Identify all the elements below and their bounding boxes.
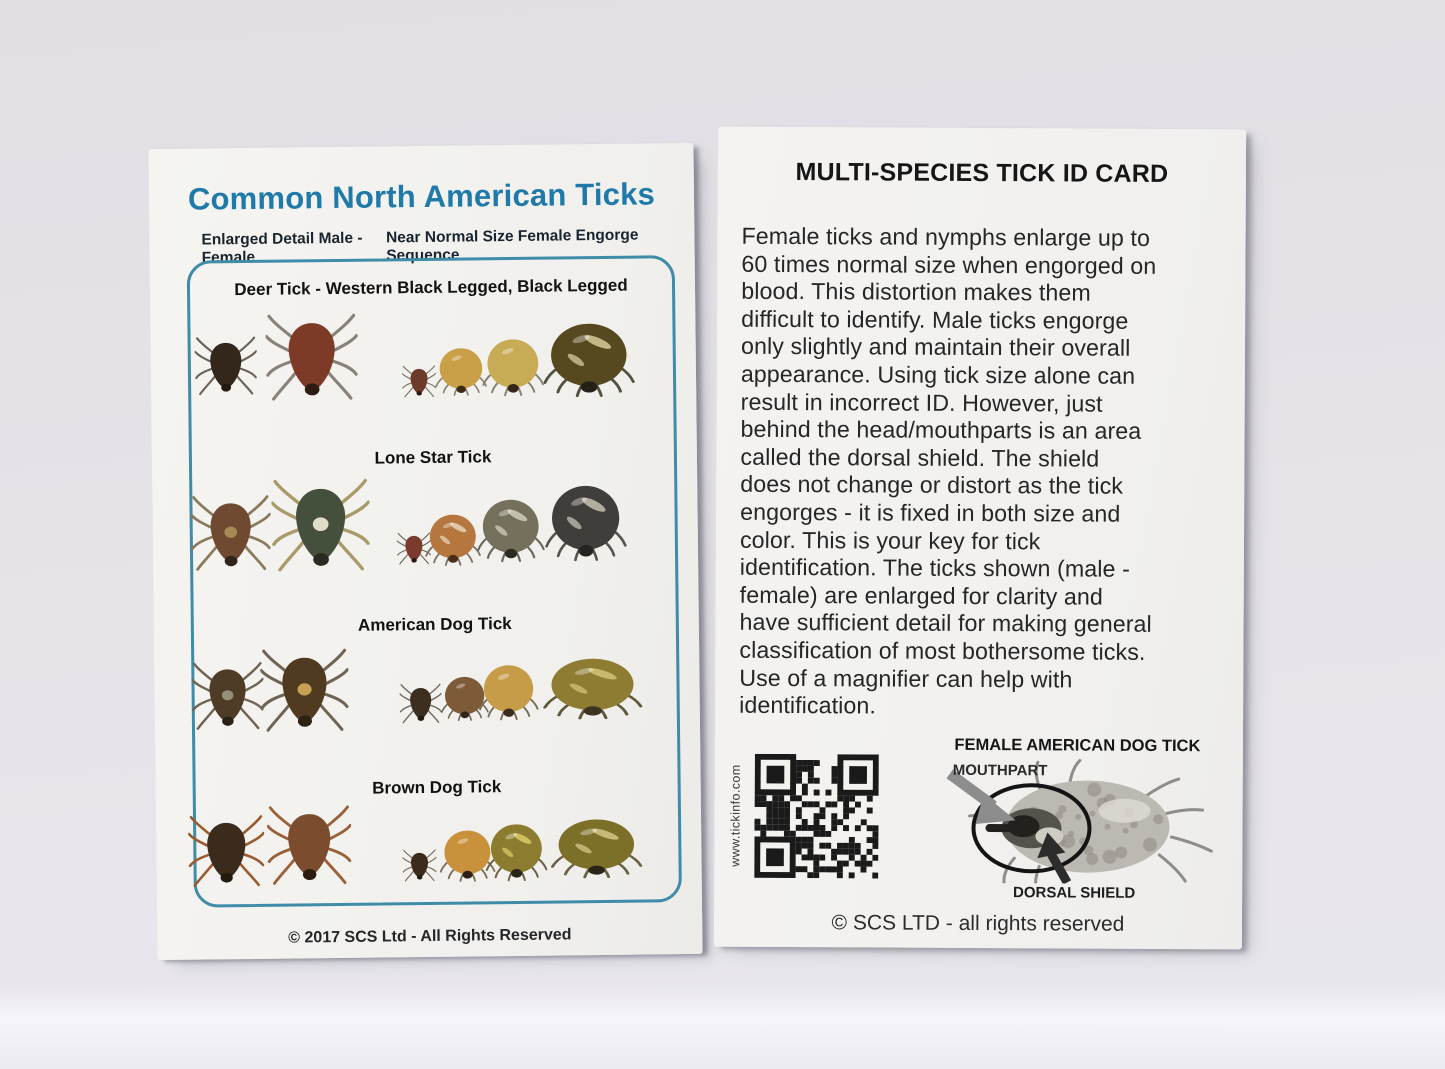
tick-illustration — [425, 510, 482, 567]
qr-code — [754, 754, 879, 879]
tick-illustration — [265, 310, 358, 403]
tick-illustration — [402, 364, 436, 398]
tick-illustration — [482, 335, 545, 398]
tick-figure — [267, 802, 352, 892]
tick-figure — [191, 659, 264, 737]
back-title: MULTI-SPECIES TICK ID CARD — [795, 158, 1169, 188]
tick-illustration — [195, 334, 258, 397]
tick-illustration — [476, 495, 545, 564]
tick-illustration — [485, 820, 548, 883]
tick-illustration — [542, 318, 635, 399]
tick-illustration — [267, 802, 352, 887]
card-title: Common North American Ticks — [187, 176, 656, 217]
tick-illustration — [402, 848, 436, 882]
tick-figure — [478, 661, 539, 727]
species-label: Lone Star Tick — [374, 447, 492, 468]
copyright-front: © 2017 SCS Ltd - All Rights Reserved — [288, 926, 572, 947]
tick-illustration — [190, 492, 271, 573]
tick-id-card-front — [148, 143, 702, 960]
tick-figure — [425, 510, 482, 572]
tick-figure — [550, 815, 643, 885]
tick-figure — [260, 645, 349, 739]
tick-figure — [399, 682, 442, 729]
species-label: Deer Tick - Western Black Legged, Black Legged — [234, 275, 628, 300]
tick-figure — [190, 492, 271, 578]
tick-illustration — [399, 682, 441, 724]
tick-figure — [542, 654, 643, 726]
tick-figure — [188, 812, 265, 894]
tick-illustration — [478, 661, 539, 722]
tick-illustration — [435, 344, 488, 397]
tick-figure — [195, 334, 258, 402]
tick-illustration — [271, 475, 370, 574]
qr-code-svg — [754, 754, 879, 879]
species-label: Brown Dog Tick — [372, 777, 502, 798]
tick-figure — [485, 820, 548, 888]
tick-figure — [435, 344, 488, 402]
table-surface-edge — [0, 985, 1445, 1069]
subtitle-left: Enlarged Detail Male - Female — [201, 229, 363, 267]
tick-figure — [544, 480, 627, 568]
species-box — [187, 255, 682, 907]
tick-figure — [402, 848, 436, 887]
diagram-title: FEMALE AMERICAN DOG TICK — [954, 735, 1201, 756]
subtitle-right: Near Normal Size Female Engorge Sequence — [385, 226, 639, 265]
dorsal-shield-label: DORSAL SHIELD — [1012, 884, 1136, 902]
tick-illustration — [191, 659, 264, 732]
description-text: Female ticks and nymphs enlarge up to 60 times normal size when engorged on blood. This distortion makes them difficult to identify. Male ticks engorge only slightly and maintain their overall appearance. Using tick size alone can result in incorrect ID. However, just behind the head/mouthparts is an area called the dorsal shield. The shield does not change or distort as the tick engorges - it is fixed in both size and color. This is your key for tick identification. The ticks shown (male - female) are enlarged for clarity and have sufficient detail for making general classification of most bothersome ticks. Use of a magnifier can help with identification. — [739, 222, 1157, 719]
tick-illustration — [188, 812, 265, 889]
tick-figure — [271, 475, 370, 579]
tick-figure — [265, 310, 358, 408]
tick-figure — [402, 364, 436, 403]
tick-illustration — [550, 815, 643, 880]
species-label: American Dog Tick — [357, 614, 512, 635]
tick-illustration — [544, 480, 627, 563]
tick-figure — [482, 335, 545, 403]
qr-url-label: www.tickinfo.com — [728, 764, 743, 867]
mouthpart-label: MOUTHPART — [952, 761, 1048, 780]
tick-figure — [542, 318, 635, 404]
tick-id-card-back — [714, 127, 1246, 950]
tick-illustration — [542, 654, 643, 721]
copyright-back: © SCS LTD - all rights reserved — [831, 911, 1125, 936]
tick-illustration — [260, 645, 349, 734]
tick-figure — [476, 495, 545, 569]
